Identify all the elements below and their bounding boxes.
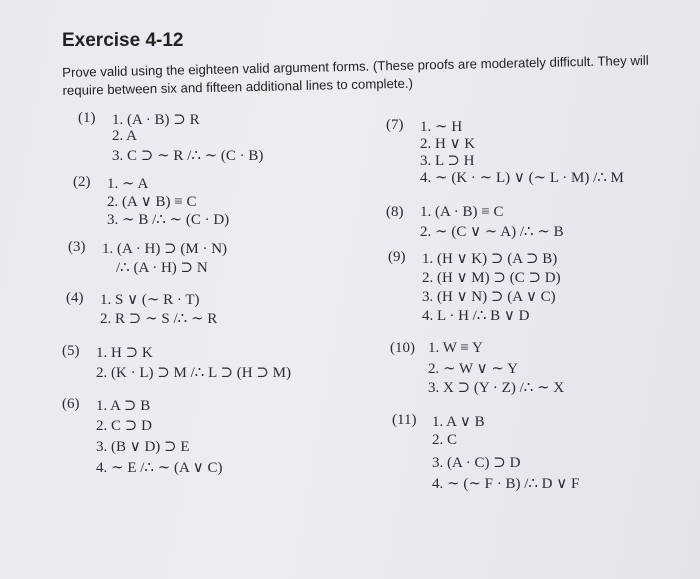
premise-line: 4. ∼ (K · ∼ L) ∨ (∼ L · M) /∴ M xyxy=(420,170,624,186)
premise-line: 1. (A · B) ⊃ R xyxy=(112,112,200,128)
premise-line: 3. L ⊃ H xyxy=(420,153,475,169)
premise-line: 2. R ⊃ ∼ S /∴ ∼ R xyxy=(100,311,218,327)
premise-line: 1. (A · H) ⊃ (M · N) xyxy=(102,241,228,257)
premise-line: 2. A xyxy=(112,128,138,144)
premise-line: 1. ∼ A xyxy=(107,176,149,192)
premise-line: 2. (A ∨ B) ≡ C xyxy=(107,194,197,210)
premise-line: 1. A ⊃ B xyxy=(96,398,151,414)
premise-line: 2. (H ∨ M) ⊃ (C ⊃ D) xyxy=(422,270,561,286)
premise-line: 3. (H ∨ N) ⊃ (A ∨ C) xyxy=(422,289,556,305)
premise-line: 3. (A · C) ⊃ D xyxy=(432,455,521,471)
problem-label: (11) xyxy=(392,412,417,428)
premise-line: 2. H ∨ K xyxy=(420,136,476,152)
premise-line: 3. C ⊃ ∼ R /∴ ∼ (C · B) xyxy=(112,148,264,164)
problem-label: (10) xyxy=(390,340,415,356)
premise-line: 2. C xyxy=(432,432,458,448)
premise-line: 2. ∼ W ∨ ∼ Y xyxy=(428,361,519,377)
premise-line: 3. ∼ B /∴ ∼ (C · D) xyxy=(107,212,230,228)
problem-label: (9) xyxy=(388,249,406,265)
premise-line: 4. L · H /∴ B ∨ D xyxy=(422,308,530,324)
problem-label: (8) xyxy=(386,204,404,220)
problem-label: (4) xyxy=(66,290,84,306)
exercise-title: Exercise 4-12 xyxy=(62,30,184,51)
premise-line: 1. H ⊃ K xyxy=(96,345,153,361)
premise-line: 1. W ≡ Y xyxy=(428,340,483,356)
problem-label: (3) xyxy=(68,239,86,255)
premise-line: 1. (H ∨ K) ⊃ (A ⊃ B) xyxy=(422,251,558,267)
premise-line: 1. A ∨ B xyxy=(432,414,485,430)
problem-label: (1) xyxy=(78,110,96,126)
premise-line: 3. (B ∨ D) ⊃ E xyxy=(96,439,190,455)
instructions-text: Prove valid using the eighteen valid argument forms. (These proofs are moderately difficult. They will require between six and fifteen additional lines to complete.) xyxy=(62,52,649,98)
premise-line: 4. ∼ E /∴ ∼ (A ∨ C) xyxy=(96,460,223,476)
conclusion-line: /∴ (A · H) ⊃ N xyxy=(116,260,208,276)
premise-line: 2. ∼ (C ∨ ∼ A) /∴ ∼ B xyxy=(420,224,564,240)
problem-label: (6) xyxy=(62,396,80,412)
premise-line: 1. (A · B) ≡ C xyxy=(420,204,504,220)
premise-line: 1. ∼ H xyxy=(420,119,463,135)
premise-line: 3. X ⊃ (Y · Z) /∴ ∼ X xyxy=(428,380,565,396)
problem-label: (2) xyxy=(73,174,91,190)
premise-line: 4. ∼ (∼ F · B) /∴ D ∨ F xyxy=(432,476,580,492)
problem-label: (5) xyxy=(62,343,80,359)
premise-line: 2. C ⊃ D xyxy=(96,418,152,434)
premise-line: 1. S ∨ (∼ R · T) xyxy=(100,292,200,308)
problem-label: (7) xyxy=(386,117,404,133)
premise-line: 2. (K · L) ⊃ M /∴ L ⊃ (H ⊃ M) xyxy=(96,365,291,381)
